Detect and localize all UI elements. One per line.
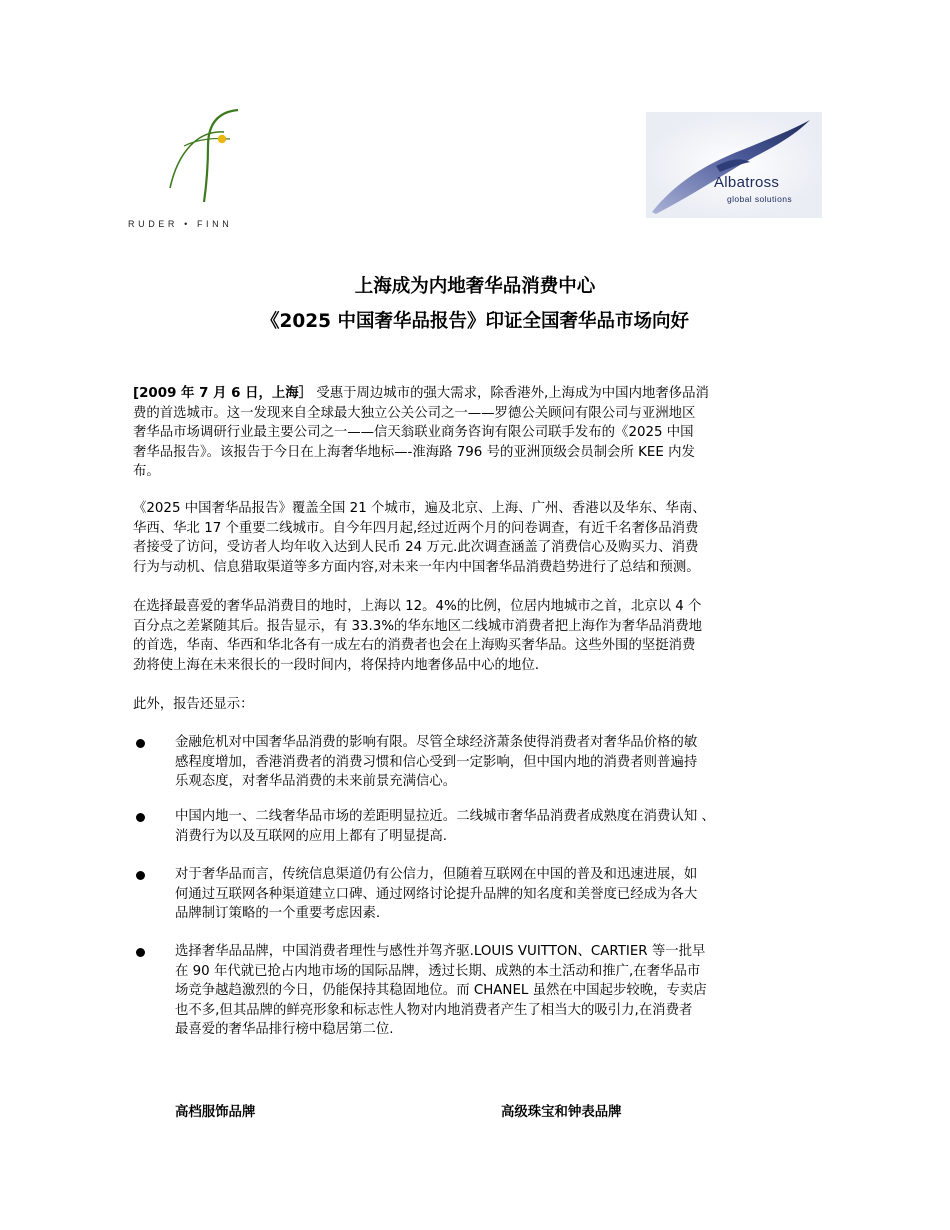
bullet-item bbox=[175, 865, 830, 924]
bullet-line: 金融危机对中国奢华品消费的影响有限。尽管全球经济萧条使得消费者对奢华品价格的敏 bbox=[175, 735, 698, 750]
bullet-line: 感程度增加，香港消费者的消费习惯和信心受到一定影响，但中国内地的消费者则普遍持 bbox=[175, 754, 698, 770]
fashion-brands-heading: 高档服饰品牌 bbox=[175, 1105, 256, 1120]
destination-line: 劲将使上海在未来很长的一段时间内，将保持内地奢侈品中心的地位. bbox=[133, 657, 539, 673]
ruder-finn-emblem-icon bbox=[164, 106, 240, 206]
destination-paragraph bbox=[133, 597, 823, 675]
bullet-line: 品牌制订策略的一个重要考虑因素. bbox=[175, 906, 381, 921]
bullet-line: 何通过互联网各种渠道建立口碑、通过网络讨论提升品牌的知名度和美誉度已经成为各大 bbox=[175, 886, 698, 902]
dateline: [2009 年 7 月 6 日，上海］ bbox=[133, 386, 313, 401]
bullet-icon bbox=[136, 871, 145, 880]
ruder-finn-logo bbox=[128, 106, 258, 232]
bullet-item bbox=[175, 807, 830, 846]
coverage-line: 行为与动机、信息猎取渠道等多方面内容,对未来一年内中国奢华品消费趋势进行了总结和预测。 bbox=[133, 559, 700, 575]
destination-line: 在选择最喜爱的奢华品消费目的地时，上海以 12。4%的比例，位居内地城市之首，北京以 4 个 bbox=[133, 599, 702, 614]
bullet-line: 乐观态度，对奢华品消费的未来前景充满信心。 bbox=[175, 774, 457, 789]
bullet-line: 选择奢华品品牌，中国消费者理性与感性并驾齐驱.LOUIS VUITTON、CARTIER 等一批早 bbox=[175, 944, 706, 959]
intro-line: 奢华品报告》。该报告于今日在上海奢华地标—-淮海路 796 号的亚洲顶级会员制会所 KEE 内发 bbox=[133, 444, 695, 460]
bullet-icon bbox=[136, 948, 145, 957]
intro-line: 受惠于周边城市的强大需求，除香港外,上海成为中国内地奢侈品消 bbox=[312, 386, 709, 401]
bullet-line: 中国内地一、二线奢华品市场的差距明显拉近。二线城市奢华品消费者成熟度在消费认知 、 bbox=[175, 809, 715, 824]
destination-line: 百分点之差紧随其后。报告显示，有 33.3%的华东地区二线城市消费者把上海作为奢华品消费地 bbox=[133, 618, 703, 634]
jewelry-watch-brands-heading: 高级珠宝和钟表品牌 bbox=[501, 1105, 622, 1120]
intro-line: 奢华品市场调研行业最主要公司之一——信天翁联业商务咨询有限公司联手发布的《2025 中国 bbox=[133, 425, 694, 440]
bullet-icon bbox=[136, 813, 145, 822]
also-paragraph bbox=[133, 695, 823, 715]
bullet-line: 也不多,但其品牌的鲜亮形象和标志性人物对内地消费者产生了相当大的吸引力,在消费者 bbox=[175, 1002, 693, 1018]
bullet-line: 在 90 年代就已抢占内地市场的国际品牌，透过长期、成熟的本土活动和推广,在奢华品市 bbox=[175, 963, 701, 979]
bullet-icon bbox=[136, 739, 145, 748]
bullet-line: 消费行为以及互联网的应用上都有了明显提高. bbox=[175, 828, 448, 844]
ruder-finn-wordmark: RUDER • FINN bbox=[128, 219, 233, 229]
bullet-item bbox=[175, 942, 830, 1040]
coverage-paragraph bbox=[133, 499, 823, 577]
albatross-wordmark: Albatross bbox=[714, 174, 780, 191]
coverage-line: 华西、华北 17 个重要二线城市。自今年四月起,经过近两个月的问卷调查，有近千名奢侈品消费 bbox=[133, 520, 699, 536]
coverage-line: 《2025 中国奢华品报告》覆盖全国 21 个城市，遍及北京、上海、广州、香港以及华东、华南、 bbox=[133, 501, 706, 516]
bullet-line: 最喜爱的奢华品排行榜中稳居第二位. bbox=[175, 1022, 394, 1037]
albatross-logo bbox=[646, 112, 822, 218]
headline-title: 上海成为内地奢华品消费中心 bbox=[354, 276, 596, 297]
intro-line: 费的首选城市。这一发现来自全球最大独立公关公司之一——罗德公关顾问有限公司与亚洲地区 bbox=[133, 405, 696, 421]
bullet-item bbox=[175, 733, 830, 792]
intro-paragraph bbox=[133, 384, 823, 482]
coverage-line: 者接受了访问，受访者人均年收入达到人民币 24 万元.此次调查涵盖了消费信心及购买力、消费 bbox=[133, 540, 699, 555]
bullet-line: 场竞争越趋激烈的今日，仍能保持其稳固地位。而 CHANEL 虽然在中国起步较晚，专卖店 bbox=[175, 983, 707, 998]
also-line: 此外，报告还显示： bbox=[133, 697, 254, 712]
headline-subtitle: 《2025 中国奢华品报告》印证全国奢华品市场向好 bbox=[261, 311, 689, 332]
destination-line: 的首选，华南、华西和华北各有一成左右的消费者也会在上海购买奢华品。这些外围的坚挺消费 bbox=[133, 638, 696, 653]
intro-line: 布。 bbox=[133, 464, 160, 479]
albatross-tagline: global solutions bbox=[727, 194, 792, 204]
bullet-line: 对于奢华品而言，传统信息渠道仍有公信力，但随着互联网在中国的普及和迅速进展，如 bbox=[175, 867, 698, 882]
